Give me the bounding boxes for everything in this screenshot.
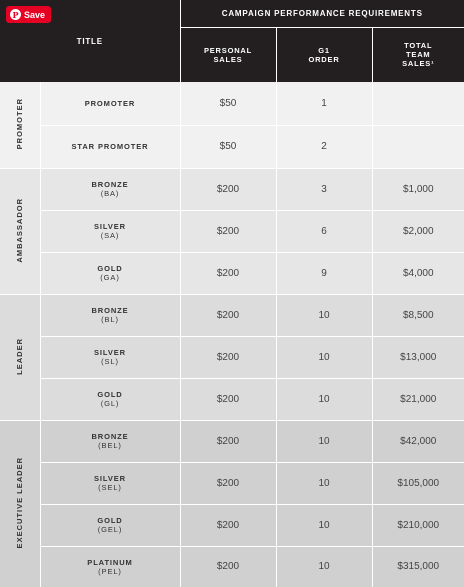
g1-order-cell: 10 — [276, 336, 372, 378]
table-row — [0, 420, 464, 462]
total-team-sales-cell: $8,500 — [372, 294, 464, 336]
total-team-sales-cell: $105,000 — [372, 462, 464, 504]
g1-order-cell: 10 — [276, 378, 372, 420]
g1-order-cell: 10 — [276, 504, 372, 546]
personal-sales-cell: $200 — [180, 210, 276, 252]
category-promoter: PROMOTER — [0, 82, 40, 168]
title-cell: BRONZE (BEL) — [40, 420, 180, 462]
save-button[interactable] — [6, 6, 51, 23]
table-row — [0, 504, 464, 546]
personal-sales-cell: $50 — [180, 82, 276, 125]
g1-order-header: G1 ORDER — [276, 27, 372, 82]
g1-order-cell: 3 — [276, 168, 372, 210]
personal-sales-cell: $200 — [180, 462, 276, 504]
total-team-sales-cell — [372, 82, 464, 125]
personal-sales-cell: $50 — [180, 125, 276, 168]
table-row — [0, 168, 464, 210]
personal-sales-cell: $200 — [180, 294, 276, 336]
title-cell: STAR PROMOTER — [40, 125, 180, 168]
table-row — [0, 546, 464, 587]
total-team-sales-cell: $1,000 — [372, 168, 464, 210]
g1-order-cell: 10 — [276, 546, 372, 587]
g1-order-cell: 10 — [276, 294, 372, 336]
personal-sales-cell: $200 — [180, 336, 276, 378]
campaign-requirements-header: CAMPAIGN PERFORMANCE REQUIREMENTS — [180, 0, 464, 27]
title-header: TITLE — [0, 0, 180, 82]
personal-sales-cell: $200 — [180, 168, 276, 210]
save-label: Save — [24, 9, 46, 20]
title-cell: SILVER (SL) — [40, 336, 180, 378]
personal-sales-header: PERSONAL SALES — [180, 27, 276, 82]
table-row — [0, 462, 464, 504]
g1-order-cell: 2 — [276, 125, 372, 168]
pinterest-icon: P — [10, 9, 21, 20]
title-cell: SILVER (SEL) — [40, 462, 180, 504]
category-ambassador: AMBASSADOR — [0, 168, 40, 294]
category-leader: LEADER — [0, 294, 40, 420]
category-executive-leader: EXECUTIVE LEADER — [0, 420, 40, 587]
table-row — [0, 378, 464, 420]
g1-order-cell: 10 — [276, 420, 372, 462]
title-cell: GOLD (GEL) — [40, 504, 180, 546]
g1-order-cell: 10 — [276, 462, 372, 504]
personal-sales-cell: $200 — [180, 504, 276, 546]
title-cell: GOLD (GL) — [40, 378, 180, 420]
total-team-sales-cell: $210,000 — [372, 504, 464, 546]
total-team-sales-cell: $21,000 — [372, 378, 464, 420]
g1-order-cell: 1 — [276, 82, 372, 125]
table-row — [0, 125, 464, 168]
personal-sales-cell: $200 — [180, 420, 276, 462]
table-row — [0, 82, 464, 125]
table-row — [0, 210, 464, 252]
title-cell: BRONZE (BA) — [40, 168, 180, 210]
total-team-sales-cell: $315,000 — [372, 546, 464, 587]
table-row — [0, 336, 464, 378]
total-team-sales-cell: $42,000 — [372, 420, 464, 462]
g1-order-cell: 9 — [276, 252, 372, 294]
title-cell: PROMOTER — [40, 82, 180, 125]
personal-sales-cell: $200 — [180, 378, 276, 420]
title-cell: GOLD (GA) — [40, 252, 180, 294]
personal-sales-cell: $200 — [180, 252, 276, 294]
total-team-sales-cell: $4,000 — [372, 252, 464, 294]
title-cell: SILVER (SA) — [40, 210, 180, 252]
total-team-sales-cell — [372, 125, 464, 168]
g1-order-cell: 6 — [276, 210, 372, 252]
total-team-sales-header: TOTAL TEAM SALES¹ — [372, 27, 464, 82]
title-cell: PLATINUM (PEL) — [40, 546, 180, 587]
table-row — [0, 294, 464, 336]
table-row — [0, 252, 464, 294]
title-cell: BRONZE (BL) — [40, 294, 180, 336]
personal-sales-cell: $200 — [180, 546, 276, 587]
total-team-sales-cell: $13,000 — [372, 336, 464, 378]
total-team-sales-cell: $2,000 — [372, 210, 464, 252]
